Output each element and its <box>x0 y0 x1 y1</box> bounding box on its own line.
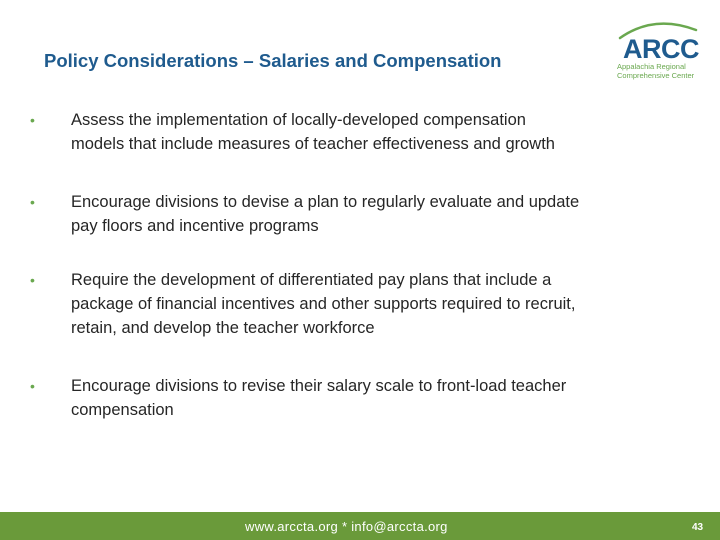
bullet-marker: • <box>30 272 35 288</box>
bullet-marker: • <box>30 194 35 210</box>
bullet-item <box>30 108 555 156</box>
slide-title: Policy Considerations – Salaries and Compensation <box>44 50 502 71</box>
page-number: 43 <box>692 522 704 533</box>
logo-subtitle-line: Appalachia Regional <box>617 62 686 71</box>
bullet-line: pay floors and incentive programs <box>71 217 319 235</box>
bullet-line: retain, and develop the teacher workforce <box>71 319 375 337</box>
bullet-line: package of financial incentives and other supports required to recruit, <box>71 295 576 313</box>
bullet-line: Encourage divisions to devise a plan to regularly evaluate and update <box>71 193 580 211</box>
bullet-line: Encourage divisions to revise their salary scale to front-load teacher <box>71 377 567 395</box>
logo-subtitle-line: Comprehensive Center <box>617 70 695 80</box>
bullet-marker: • <box>30 112 35 128</box>
footer-bar <box>0 512 720 540</box>
logo-subtitle <box>617 63 707 80</box>
bullet-line: Assess the implementation of locally-developed compensation <box>71 111 526 129</box>
footer-contact: www.arccta.org * info@arccta.org <box>245 519 448 534</box>
arcc-logo <box>604 20 704 82</box>
bullet-line: compensation <box>71 401 174 419</box>
bullet-line: models that include measures of teacher effectiveness and growth <box>71 135 555 153</box>
bullet-marker: • <box>30 378 35 394</box>
bullet-line: Require the development of differentiated pay plans that include a <box>71 271 552 289</box>
logo-name: ARCC <box>623 34 699 64</box>
bullet-item <box>30 268 575 340</box>
bullet-item <box>30 190 579 238</box>
bullet-item <box>30 374 566 422</box>
